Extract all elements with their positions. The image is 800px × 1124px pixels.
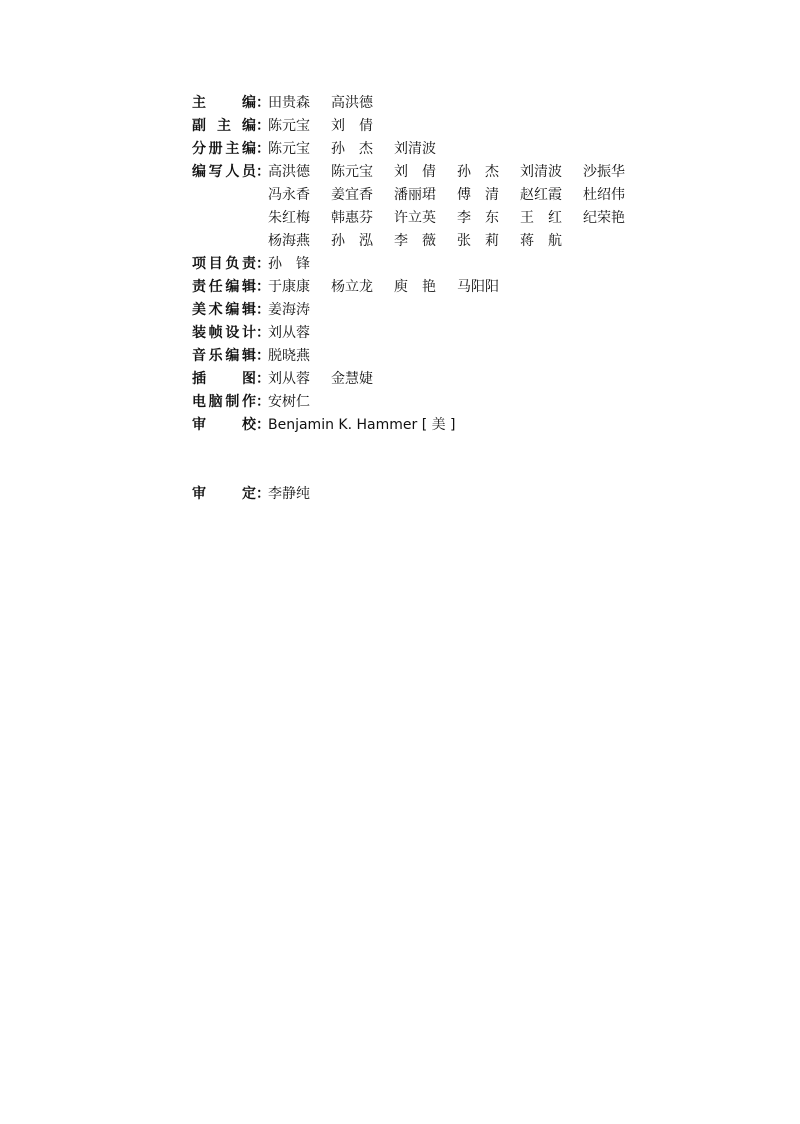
- credit-label-char: 审: [192, 417, 206, 433]
- credit-label-glyphs: [192, 161, 256, 184]
- credit-label-text: [192, 138, 256, 161]
- credit-label-char: 编: [242, 118, 256, 134]
- credit-name: 姜海涛: [268, 302, 310, 318]
- credit-row: [192, 414, 652, 437]
- credit-row: [192, 322, 652, 345]
- credit-label-char: 帧: [208, 325, 223, 341]
- credit-row: [192, 483, 652, 506]
- credit-label-char: 责: [241, 256, 256, 272]
- credit-label: [192, 322, 268, 345]
- credit-name: 于康康: [268, 279, 310, 295]
- credit-name: 李 薇: [394, 233, 436, 249]
- credit-label: [192, 276, 268, 299]
- credit-name: 高洪德: [331, 95, 373, 111]
- credit-name: 赵红霞: [520, 187, 562, 203]
- credit-label-char: 计: [241, 325, 256, 341]
- credit-label-text: [192, 92, 256, 115]
- credit-name: 蒋 航: [520, 233, 562, 249]
- credit-names: [268, 253, 648, 276]
- credit-label-glyphs: [192, 299, 256, 322]
- credit-label-char: 写: [208, 164, 223, 180]
- credit-name: 陈元宝: [331, 164, 373, 180]
- credit-name: 朱红梅: [268, 210, 310, 226]
- credit-label-glyphs: [192, 414, 256, 437]
- credit-label-colon: ：: [256, 371, 270, 387]
- credit-label-char: 辑: [241, 279, 256, 295]
- credit-label-colon: ：: [256, 348, 270, 364]
- credit-label-char: 编: [242, 95, 256, 111]
- credit-row: [192, 253, 652, 276]
- credit-names: [268, 115, 648, 138]
- credit-names: [268, 276, 648, 299]
- credit-label-char: 副: [192, 118, 206, 134]
- credit-label-text: [192, 299, 256, 322]
- credit-name: 庾 艳: [394, 279, 436, 295]
- credit-label-colon: ：: [256, 279, 270, 295]
- credit-label-char: 插: [192, 371, 206, 387]
- credit-label-glyphs: [192, 391, 256, 414]
- credit-name: 刘清波: [394, 141, 436, 157]
- credit-label-colon: ：: [256, 302, 270, 318]
- credit-label-char: 项: [192, 256, 206, 272]
- credit-name: 冯永香: [268, 187, 310, 203]
- credit-names: [268, 391, 648, 414]
- credit-row: [192, 138, 652, 161]
- credit-label: [192, 92, 268, 115]
- credit-name: 孙 泓: [331, 233, 373, 249]
- credit-name: 潘丽珺: [394, 187, 436, 203]
- credit-name: 田贵森: [268, 95, 310, 111]
- credit-row: [192, 115, 652, 138]
- credit-label-char: 册: [208, 141, 223, 157]
- credit-label-glyphs: [192, 368, 256, 391]
- credit-row: [192, 299, 652, 322]
- credit-label-char: 审: [192, 486, 206, 502]
- section-spacer: [192, 437, 652, 483]
- credit-label-char: 美: [192, 302, 206, 318]
- credit-label: [192, 368, 268, 391]
- credit-label: [192, 161, 268, 184]
- credit-label-char: 定: [242, 486, 256, 502]
- credit-names: [268, 368, 648, 391]
- credit-label-text: [192, 276, 256, 299]
- credit-name: 孙 杰: [457, 164, 499, 180]
- credit-names: [268, 92, 648, 115]
- credit-name: 沙振华: [583, 164, 625, 180]
- credit-label-char: 任: [208, 279, 223, 295]
- credit-label-char: 员: [241, 164, 256, 180]
- credit-label-colon: ：: [256, 118, 270, 134]
- credit-name: 金慧婕: [331, 371, 373, 387]
- credit-label-glyphs: [192, 276, 256, 299]
- credit-name: 纪荣艳: [583, 210, 625, 226]
- credit-row: [192, 345, 652, 368]
- credit-label-char: 负: [225, 256, 240, 272]
- credit-label-text: [192, 368, 256, 391]
- credit-name: 杜绍伟: [583, 187, 625, 203]
- credit-name: 脱晓燕: [268, 348, 310, 364]
- credits-list: [192, 92, 652, 506]
- credit-name: 陈元宝: [268, 118, 310, 134]
- credit-name: 安树仁: [268, 394, 310, 410]
- credit-label-glyphs: [192, 92, 256, 115]
- credit-names: [268, 414, 648, 437]
- credit-label-text: [192, 253, 256, 276]
- credit-name: 姜宜香: [331, 187, 373, 203]
- credit-row: [192, 276, 652, 299]
- credit-label-char: 编: [225, 348, 240, 364]
- credit-label-char: 主: [217, 118, 231, 134]
- credit-label-char: 主: [192, 95, 206, 111]
- credit-label-char: 人: [225, 164, 240, 180]
- credit-name: 陈元宝: [268, 141, 310, 157]
- credit-label: [192, 253, 268, 276]
- credit-label: [192, 115, 268, 138]
- credit-label-text: [192, 414, 256, 437]
- credit-names: [268, 138, 648, 161]
- credit-label-glyphs: [192, 322, 256, 345]
- credit-label-text: [192, 322, 256, 345]
- credit-label-char: 作: [241, 394, 256, 410]
- credit-label-char: 装: [192, 325, 206, 341]
- credit-label-colon: ：: [256, 164, 270, 180]
- credit-label-char: 设: [225, 325, 240, 341]
- credit-label-char: 编: [192, 164, 206, 180]
- credit-label-colon: ：: [256, 417, 270, 433]
- credit-label-char: 编: [241, 141, 256, 157]
- credit-label-text: [192, 391, 256, 414]
- credit-name: 韩惠芬: [331, 210, 373, 226]
- credit-name: 孙 杰: [331, 141, 373, 157]
- credit-label: [192, 138, 268, 161]
- credit-label-text: [192, 115, 256, 138]
- credit-names: [268, 483, 648, 506]
- credit-label-char: 脑: [208, 394, 223, 410]
- credit-label-glyphs: [192, 483, 256, 506]
- credit-names: [268, 161, 648, 253]
- credit-name: 傅 清: [457, 187, 499, 203]
- credit-name: 许立英: [394, 210, 436, 226]
- credit-label-text: [192, 345, 256, 368]
- credit-label-glyphs: [192, 138, 256, 161]
- credit-label-colon: ：: [256, 141, 270, 157]
- credit-name: 李静纯: [268, 486, 310, 502]
- credit-name: 杨海燕: [268, 233, 310, 249]
- credit-label-char: 制: [225, 394, 240, 410]
- credit-name: 张 莉: [457, 233, 499, 249]
- credit-names: [268, 299, 648, 322]
- credit-label-char: 辑: [241, 302, 256, 318]
- credit-name: 马阳阳: [457, 279, 499, 295]
- credit-name: 李 东: [457, 210, 499, 226]
- credit-label-char: 责: [192, 279, 206, 295]
- credit-name: 刘从蓉: [268, 371, 310, 387]
- credit-label-colon: ：: [256, 394, 270, 410]
- credit-label-char: 分: [192, 141, 206, 157]
- credit-name: 刘从蓉: [268, 325, 310, 341]
- credit-label-char: 图: [242, 371, 256, 387]
- credit-label-colon: ：: [256, 325, 270, 341]
- credit-label-colon: ：: [256, 95, 270, 111]
- credit-label-char: 主: [225, 141, 240, 157]
- credit-name: 王 红: [520, 210, 562, 226]
- credit-names: [268, 322, 648, 345]
- credit-label-glyphs: [192, 253, 256, 276]
- credit-label-colon: ：: [256, 256, 270, 272]
- credit-names: [268, 345, 648, 368]
- credit-label-char: 辑: [241, 348, 256, 364]
- credit-name: Benjamin K. Hammer [ 美 ]: [268, 417, 456, 433]
- credit-name: 杨立龙: [331, 279, 373, 295]
- credit-label-glyphs: [192, 115, 256, 138]
- credit-label: [192, 483, 268, 506]
- credit-row: [192, 368, 652, 391]
- credit-label-text: [192, 483, 256, 506]
- credit-label-char: 编: [225, 302, 240, 318]
- credit-name: 刘清波: [520, 164, 562, 180]
- credit-label: [192, 391, 268, 414]
- credit-label: [192, 299, 268, 322]
- credit-label-char: 乐: [208, 348, 223, 364]
- credit-label-char: 编: [225, 279, 240, 295]
- credit-label-char: 电: [192, 394, 206, 410]
- credit-label: [192, 414, 268, 437]
- credit-row: [192, 92, 652, 115]
- credit-label-colon: ：: [256, 486, 270, 502]
- credit-name: 孙 锋: [268, 256, 310, 272]
- credit-row: [192, 391, 652, 414]
- credit-label-glyphs: [192, 345, 256, 368]
- credit-row: [192, 161, 652, 253]
- credit-name: 刘 倩: [331, 118, 373, 134]
- credit-label-char: 术: [208, 302, 223, 318]
- credit-label: [192, 345, 268, 368]
- credit-label-char: 目: [208, 256, 223, 272]
- credit-name: 刘 倩: [394, 164, 436, 180]
- credit-name: 高洪德: [268, 164, 310, 180]
- credit-label-text: [192, 161, 256, 184]
- credit-label-char: 校: [242, 417, 256, 433]
- credit-label-char: 音: [192, 348, 206, 364]
